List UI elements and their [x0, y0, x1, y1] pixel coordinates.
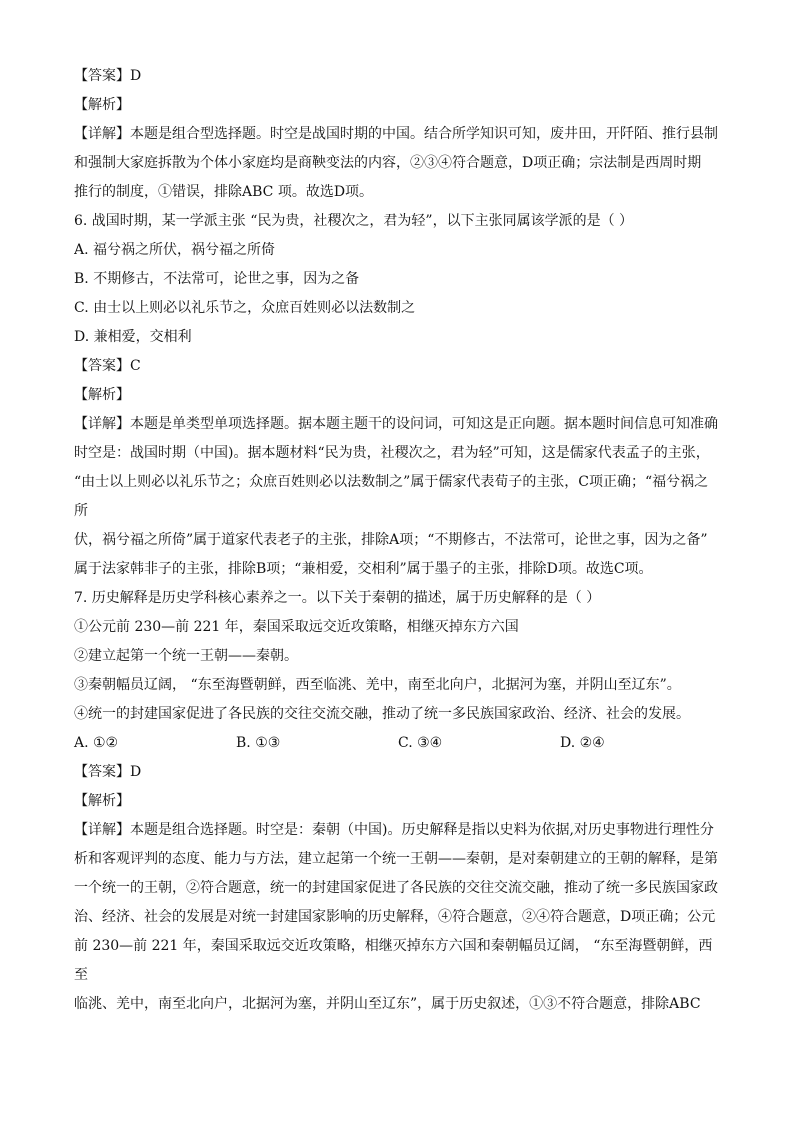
question-7-item-1: ①公元前 230—前 221 年，秦国采取远交近攻策略，相继灭掉东方六国 — [74, 619, 519, 635]
detail-line: 治、经济、社会的发展是对统一封建国家影响的历史解释，④符合题意，②④符合题意，D项正确；公元 — [74, 909, 716, 925]
detail-line: 【详解】本题是组合型选择题。时空是战国时期的中国。结合所学知识可知，废井田，开阡陌、推行县制 — [74, 126, 718, 142]
question-6-analysis-label: 【解析】 — [74, 387, 130, 403]
question-6-answer: 【答案】C — [74, 358, 141, 374]
question-7-answer: 【答案】D — [74, 764, 142, 780]
question-7-choice-d: D. ②④ — [560, 735, 605, 751]
question-7-item-2: ②建立起第一个统一王朝——秦朝。 — [74, 648, 298, 664]
question-7-item-3: ③秦朝幅员辽阔， “东至海暨朝鲜，西至临洮、羌中，南至北向户，北据河为塞，并阴山至辽东”。 — [74, 677, 681, 693]
question-6-option-d: D. 兼相爱，交相利 — [74, 329, 192, 345]
analysis-label: 【解析】 — [74, 97, 130, 113]
detail-line: 【详解】本题是组合选择题。时空是：秦朝（中国)。历史解释是指以史料为依据,对历史事物进行理性分 — [74, 822, 714, 838]
question-6-option-a: A. 福兮祸之所伏，祸兮福之所倚 — [74, 242, 276, 258]
question-7-stem: 7. 历史解释是历史学科核心素养之一。以下关于秦朝的描述，属于历史解释的是（ ） — [74, 590, 601, 606]
question-7-choices — [74, 729, 722, 758]
question-6-detail — [74, 410, 722, 584]
question-6-option-c: C. 由士以上则必以礼乐节之，众庶百姓则必以法数制之 — [74, 300, 416, 316]
question-7-choice-c: C. ③④ — [398, 735, 443, 751]
detail-line: 临洮、羌中，南至北向户，北据河为塞，并阴山至辽东”，属于历史叙述，①③不符合题意，排除ABC — [74, 996, 701, 1012]
detail-paragraph — [74, 120, 722, 207]
question-7-detail — [74, 816, 722, 1019]
detail-line: 推行的制度，①错误，排除ABC 项。故选D项。 — [74, 184, 374, 200]
detail-line: 和强制大家庭拆散为个体小家庭均是商鞅变法的内容，②③④符合题意，D项正确；宗法制是西周时期 — [74, 155, 702, 171]
detail-line: 属于法家韩非子的主张，排除B项；“兼相爱，交相利”属于墨子的主张，排除D项。故选C项。 — [74, 561, 653, 577]
question-7-item-4: ④统一的封建国家促进了各民族的交往交流交融，推动了统一多民族国家政治、经济、社会的发展。 — [74, 706, 690, 722]
detail-line: 一个统一的王朝，②符合题意，统一的封建国家促进了各民族的交往交流交融，推动了统一多民族国家政 — [74, 880, 718, 896]
question-7-choice-a: A. ①② — [74, 735, 119, 751]
answer-label: 【答案】D — [74, 68, 142, 84]
detail-line: 析和客观评判的态度、能力与方法，建立起第一个统一王朝——秦朝，是对秦朝建立的王朝的解释，是第 — [74, 851, 718, 867]
detail-line: 前 230—前 221 年，秦国采取远交近攻策略，相继灭掉东方六国和秦朝幅员辽阔， “东至海暨朝鲜，西至 — [74, 938, 713, 983]
detail-line: 伏，祸兮福之所倚”属于道家代表老子的主张，排除A项；“不期修古，不法常可，论世之事，因为之备” — [74, 532, 708, 548]
question-7-analysis-label: 【解析】 — [74, 793, 130, 809]
detail-line: 时空是：战国时期（中国)。据本题材料“民为贵，社稷次之，君为轻”可知，这是儒家代表孟子的主张， — [74, 445, 710, 461]
detail-line: 【详解】本题是单类型单项选择题。据本题主题干的设问词，可知这是正向题。据本题时间信息可知准确 — [74, 416, 718, 432]
detail-line: “由士以上则必以礼乐节之；众庶百姓则必以法数制之”属于儒家代表荀子的主张，C项正确；“福兮祸之所 — [74, 474, 709, 519]
question-6-stem: 6. 战国时期，某一学派主张 “民为贵，社稷次之，君为轻”，以下主张同属该学派的是（ ） — [74, 213, 634, 229]
question-6-option-b: B. 不期修古，不法常可，论世之事，因为之备 — [74, 271, 360, 287]
question-7-choice-b: B. ①③ — [236, 735, 281, 751]
